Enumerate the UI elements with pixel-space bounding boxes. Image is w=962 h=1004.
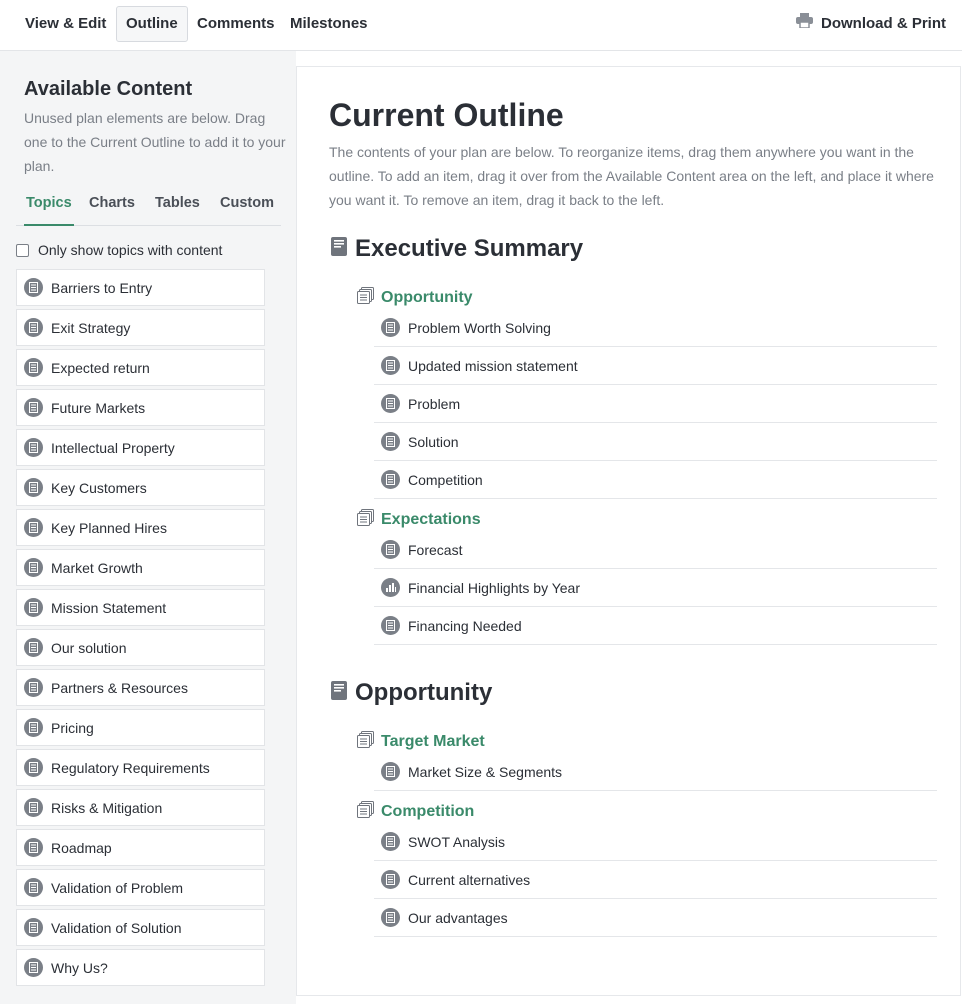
document-icon [24, 558, 43, 577]
outline-item-label: Competition [408, 471, 483, 488]
outline-subsection[interactable] [357, 287, 473, 309]
available-topic-label: Validation of Problem [51, 879, 184, 896]
outline-section-title: Opportunity [355, 679, 493, 706]
available-topic-item[interactable] [16, 509, 265, 546]
outline-item[interactable] [374, 823, 937, 861]
document-icon [381, 470, 400, 489]
section-book-icon [331, 235, 347, 263]
available-topic-item[interactable] [16, 949, 265, 986]
outline-section[interactable] [331, 679, 492, 707]
outline-item[interactable] [374, 753, 937, 791]
available-topic-label: Validation of Solution [51, 919, 182, 936]
outline-item[interactable] [374, 461, 937, 499]
available-topic-label: Why Us? [51, 959, 108, 976]
outline-subsection[interactable] [357, 509, 481, 531]
topics-with-content-filter[interactable] [16, 242, 222, 258]
document-icon [24, 358, 43, 377]
outline-item-label: Forecast [408, 541, 463, 558]
document-icon [381, 762, 400, 781]
tab-custom[interactable]: Custom [220, 195, 274, 211]
document-icon [24, 758, 43, 777]
document-icon [24, 398, 43, 417]
content-type-tabs [16, 188, 281, 226]
available-topic-item[interactable] [16, 709, 265, 746]
outline-item[interactable] [374, 899, 937, 937]
outline-item[interactable] [374, 347, 937, 385]
document-icon [24, 598, 43, 617]
outline-subsection-title: Opportunity [381, 289, 473, 306]
outline-subsection-title: Target Market [381, 733, 485, 750]
outline-item[interactable] [374, 309, 937, 347]
available-topic-label: Risks & Mitigation [51, 799, 163, 816]
document-icon [381, 908, 400, 927]
outline-item-label: Market Size & Segments [408, 763, 563, 780]
available-topic-item[interactable] [16, 349, 265, 386]
document-icon [24, 838, 43, 857]
available-topic-label: Key Planned Hires [51, 519, 167, 536]
outline-subsection-title: Competition [381, 803, 475, 820]
outline-section-title: Executive Summary [355, 235, 584, 262]
download-print-label: Download & Print [821, 15, 946, 32]
available-topic-label: Key Customers [51, 479, 147, 496]
available-topic-item[interactable] [16, 669, 265, 706]
outline-item[interactable] [374, 531, 937, 569]
available-content-title: Available Content [24, 78, 193, 100]
document-icon [24, 798, 43, 817]
outline-item-label: SWOT Analysis [408, 833, 505, 850]
available-topic-label: Intellectual Property [51, 439, 175, 456]
outline-subsection-title: Expectations [381, 511, 481, 528]
outline-item[interactable] [374, 607, 937, 645]
available-topic-label: Exit Strategy [51, 319, 131, 336]
available-topic-item[interactable] [16, 429, 265, 466]
document-icon [24, 958, 43, 977]
filter-label: Only show topics with content [38, 242, 223, 258]
outline-description: The contents of your plan are below. To reorganize items, drag them anywhere you want in the outline. To add an item, drag it over from the Available Content area on the left, and place it where you want it. To remove an item, drag it back to the left. [329, 144, 934, 208]
available-topic-label: Mission Statement [51, 599, 167, 616]
available-topic-item[interactable] [16, 269, 265, 306]
subsection-pages-icon [357, 287, 374, 309]
document-icon [24, 678, 43, 697]
document-icon [381, 356, 400, 375]
tab-outline[interactable]: Outline [116, 6, 188, 42]
available-topic-item[interactable] [16, 469, 265, 506]
available-topic-item[interactable] [16, 789, 265, 826]
document-icon [381, 394, 400, 413]
available-topic-label: Barriers to Entry [51, 279, 153, 296]
document-icon [24, 718, 43, 737]
available-topic-item[interactable] [16, 829, 265, 866]
document-icon [24, 918, 43, 937]
tab-topics[interactable]: Topics [26, 195, 72, 211]
subsection-pages-icon [357, 801, 374, 823]
available-topic-label: Partners & Resources [51, 679, 188, 696]
tab-view-edit[interactable]: View & Edit [25, 15, 107, 32]
outline-item[interactable] [374, 569, 937, 607]
document-icon [24, 438, 43, 457]
filter-checkbox[interactable] [16, 244, 29, 257]
available-topic-label: Our solution [51, 639, 127, 656]
outline-item[interactable] [374, 385, 937, 423]
available-topic-label: Market Growth [51, 559, 143, 576]
available-content-panel [0, 51, 296, 1004]
document-icon [24, 318, 43, 337]
available-topic-item[interactable] [16, 389, 265, 426]
available-topic-label: Pricing [51, 719, 94, 736]
outline-subsection[interactable] [357, 801, 474, 823]
subsection-pages-icon [357, 731, 374, 753]
document-icon [24, 478, 43, 497]
tab-comments[interactable]: Comments [197, 15, 275, 32]
outline-item[interactable] [374, 423, 937, 461]
subsection-pages-icon [357, 509, 374, 531]
page-title: Current Outline [329, 97, 564, 133]
available-topic-item[interactable] [16, 909, 265, 946]
printer-icon [796, 6, 813, 42]
section-book-icon [331, 679, 347, 707]
current-outline-panel [296, 66, 961, 996]
available-content-intro: Unused plan elements are below. Drag one to the Current Outline to add it to your plan. [24, 110, 286, 174]
outline-section[interactable] [331, 235, 583, 263]
outline-item-label: Updated mission statement [408, 357, 578, 374]
document-icon [381, 616, 400, 635]
document-icon [24, 518, 43, 537]
outline-item-label: Our advantages [408, 909, 508, 926]
document-icon [381, 870, 400, 889]
outline-item-label: Financial Highlights by Year [408, 579, 580, 596]
available-topic-label: Roadmap [51, 839, 112, 856]
tab-milestones[interactable]: Milestones [290, 15, 368, 32]
outline-item-label: Financing Needed [408, 617, 522, 634]
document-icon [24, 638, 43, 657]
available-topic-item[interactable] [16, 549, 265, 586]
chart-icon [381, 578, 400, 597]
top-nav [0, 0, 962, 51]
document-icon [381, 318, 400, 337]
outline-subsection[interactable] [357, 731, 485, 753]
tab-charts[interactable]: Charts [89, 195, 135, 211]
available-topic-item[interactable] [16, 869, 265, 906]
outline-item-label: Problem Worth Solving [408, 319, 551, 336]
outline-item-label: Current alternatives [408, 871, 531, 888]
download-print-button[interactable] [796, 6, 946, 42]
outline-item-label: Problem [408, 395, 461, 412]
available-topic-item[interactable] [16, 749, 265, 786]
available-topic-item[interactable] [16, 309, 265, 346]
available-topic-item[interactable] [16, 589, 265, 626]
document-icon [381, 832, 400, 851]
tab-tables[interactable]: Tables [155, 195, 200, 211]
document-icon [24, 878, 43, 897]
outline-item[interactable] [374, 861, 937, 899]
document-icon [381, 432, 400, 451]
available-topic-item[interactable] [16, 629, 265, 666]
document-icon [24, 278, 43, 297]
document-icon [381, 540, 400, 559]
outline-item-label: Solution [408, 433, 459, 450]
available-topic-label: Regulatory Requirements [51, 759, 210, 776]
available-topic-label: Expected return [51, 359, 150, 376]
available-topic-label: Future Markets [51, 399, 146, 416]
